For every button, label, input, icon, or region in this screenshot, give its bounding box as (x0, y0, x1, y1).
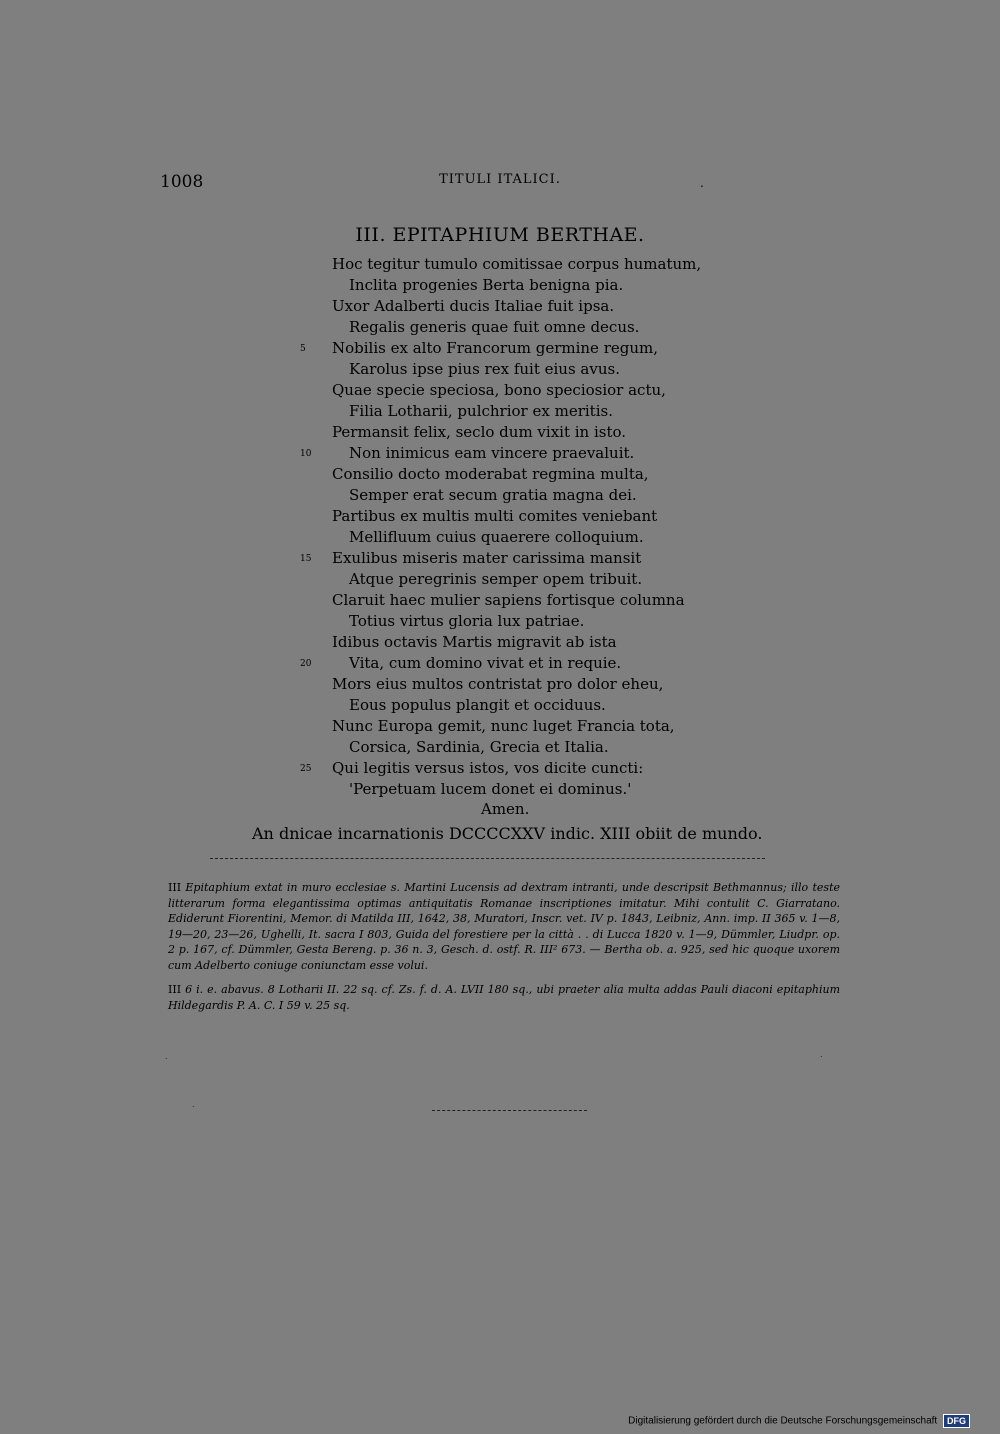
verse-line (0, 359, 1000, 380)
header-speck: . (700, 176, 704, 190)
poem (0, 254, 1000, 800)
verse-line (0, 422, 1000, 443)
verse-line (0, 779, 1000, 800)
verse-line (0, 569, 1000, 590)
verse-text: Eous populus plangit et occiduus. (349, 696, 606, 714)
verse-number: 10 (300, 449, 312, 459)
verse-line (0, 632, 1000, 653)
credit-text: Digitalisierung gefördert durch die Deutsche Forschungsgemeinschaft (628, 1415, 938, 1427)
scan-speck: . (192, 1100, 195, 1109)
separator-rule (210, 858, 765, 860)
verse-text: Non inimicus eam vincere praevaluit. (349, 444, 635, 462)
verse-text: Inclita progenies Berta benigna pia. (349, 276, 624, 294)
footnote-label: III (168, 983, 182, 996)
verse-text: 'Perpetuam lucem donet ei dominus.' (349, 780, 632, 798)
verse-text: Partibus ex multis multi comites veniebant (332, 507, 658, 525)
verse-line (0, 254, 1000, 275)
verse-line (0, 611, 1000, 632)
footnotes (168, 880, 840, 1022)
verse-line (0, 527, 1000, 548)
footnote-label: III (168, 881, 182, 894)
verse-text: Nunc Europa gemit, nunc luget Francia tota, (332, 717, 675, 735)
verse-text: Totius virtus gloria lux patriae. (349, 612, 585, 630)
verse-text: Exulibus miseris mater carissima mansit (332, 549, 642, 567)
verse-line (0, 275, 1000, 296)
verse-number: 20 (300, 659, 312, 669)
verse-line (0, 716, 1000, 737)
footnote-commentary (168, 982, 840, 1013)
footnote-sources (168, 880, 840, 973)
section-heading: III. EPITAPHIUM BERTHAE. (355, 224, 645, 246)
verse-text: Qui legitis versus istos, vos dicite cuncti: (332, 759, 644, 777)
verse-text: Uxor Adalberti ducis Italiae fuit ipsa. (332, 297, 615, 315)
verse-text: Filia Lotharii, pulchrior ex meritis. (349, 402, 613, 420)
verse-text: Idibus octavis Martis migravit ab ista (332, 633, 617, 651)
verse-text: Mors eius multos contristat pro dolor eheu, (332, 675, 664, 693)
verse-line (0, 695, 1000, 716)
verse-number: 5 (300, 344, 306, 354)
verse-text: Quae specie speciosa, bono speciosior actu, (332, 381, 666, 399)
verse-line (0, 443, 1000, 464)
verse-number: 15 (300, 554, 312, 564)
verse-number: 25 (300, 764, 312, 774)
scan-speck: . (820, 1050, 823, 1059)
verse-text: Semper erat secum gratia magna dei. (349, 486, 637, 504)
dating-line: An dnicae incarnationis DCCCCXXV indic. XIII obiit de mundo. (252, 824, 763, 843)
verse-line (0, 737, 1000, 758)
verse-line (0, 296, 1000, 317)
verse-text: Claruit haec mulier sapiens fortisque columna (332, 591, 685, 609)
digitization-credit (628, 1414, 970, 1428)
verse-text: Mellifluum cuius quaerere colloquium. (349, 528, 644, 546)
running-title: TITULI ITALICI. (439, 172, 561, 187)
verse-line (0, 653, 1000, 674)
verse-line (0, 485, 1000, 506)
dfg-logo: DFG (943, 1414, 970, 1428)
verse-text: Permansit felix, seclo dum vixit in isto. (332, 423, 627, 441)
page-number: 1008 (160, 172, 204, 192)
verse-line (0, 317, 1000, 338)
verse-text: Corsica, Sardinia, Grecia et Italia. (349, 738, 609, 756)
footnote-text: Epitaphium extat in muro ecclesiae s. Martini Lucensis ad dextram intranti, unde descripsit Bethmannus; illo teste litterarum forma elegantissima optimas antiquitatis Romanae inscriptiones imitatur. Mihi contulit C. Giarratano. Ediderunt Fiorentini, Memor. di Matilda III, 1642, 38, Muratori, Inscr. vet. IV p. 1843, Leibniz, Ann. imp. II 365 v. 1—8, 19—20, 23—26, Ughelli, It. sacra I 803, Guida del forestiere per la città . . di Lucca 1820 v. 1—9, Dümmler, Liudpr. op. 2 p. 167, cf. Dümmler, Gesta Bereng. p. 36 n. 3, Gesch. d. ostf. R. III² 673. — Bertha ob. a. 925, sed hic quoque uxorem cum Adelberto coniuge coniunctam esse volui. (168, 881, 841, 972)
verse-line (0, 506, 1000, 527)
verse-line (0, 338, 1000, 359)
verse-text: Regalis generis quae fuit omne decus. (349, 318, 640, 336)
verse-text: Hoc tegitur tumulo comitissae corpus humatum, (332, 255, 702, 273)
verse-line (0, 758, 1000, 779)
verse-line (0, 674, 1000, 695)
amen-line: Amen. (481, 800, 530, 818)
verse-line (0, 464, 1000, 485)
verse-text: Atque peregrinis semper opem tribuit. (349, 570, 643, 588)
verse-line (0, 590, 1000, 611)
footnote-text: 6 i. e. abavus. 8 Lotharii II. 22 sq. cf. Zs. f. d. A. LVII 180 sq., ubi praeter alia multa addas Pauli diaconi epitaphium Hildegardis P. A. C. I 59 v. 25 sq. (168, 983, 840, 1012)
scan-speck: . (165, 1052, 168, 1061)
verse-line (0, 380, 1000, 401)
verse-text: Consilio docto moderabat regmina multa, (332, 465, 649, 483)
verse-text: Karolus ipse pius rex fuit eius avus. (349, 360, 620, 378)
closing-rule (432, 1110, 587, 1112)
verse-text: Vita, cum domino vivat et in requie. (349, 654, 622, 672)
verse-line (0, 548, 1000, 569)
verse-line (0, 401, 1000, 422)
verse-text: Nobilis ex alto Francorum germine regum, (332, 339, 659, 357)
